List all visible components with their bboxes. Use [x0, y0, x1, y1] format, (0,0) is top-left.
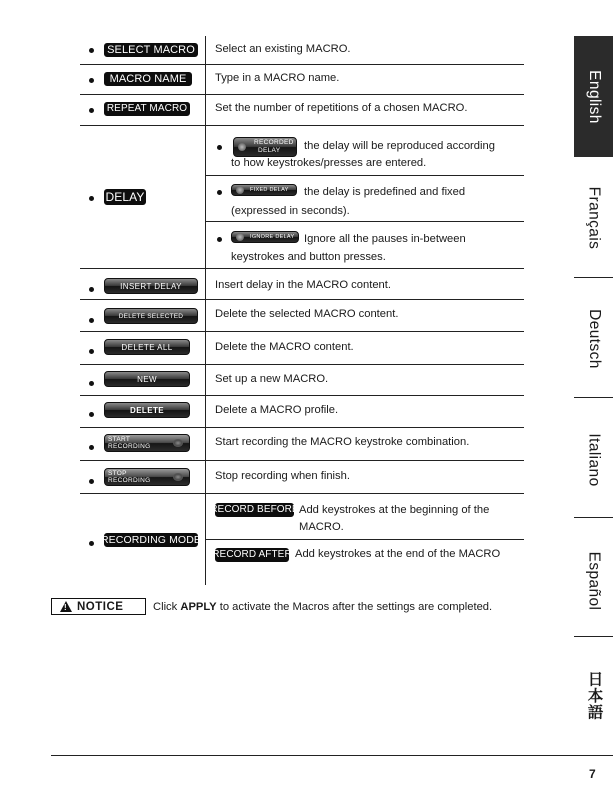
bullet — [89, 445, 94, 450]
ignore-delay-description-line1: Ignore all the pauses in-between — [304, 233, 466, 245]
bullet — [89, 479, 94, 484]
macro-name-description: Type in a MACRO name. — [215, 72, 340, 84]
macro-name-button[interactable]: MACRO NAME — [104, 72, 192, 86]
record-indicator-icon — [173, 473, 183, 481]
stop-recording-button[interactable] — [104, 468, 190, 486]
notice-text-after: to activate the Macros after the settings are completed. — [216, 601, 493, 613]
tab-francais[interactable] — [574, 157, 613, 278]
bullet — [89, 541, 94, 546]
fixed-delay-label: FIXED DELAY — [250, 187, 289, 193]
table-vertical-divider — [205, 36, 206, 585]
bullet — [89, 412, 94, 417]
bullet — [217, 237, 222, 242]
bullet — [89, 349, 94, 354]
recorded-delay-label-line1: RECORDED — [254, 139, 294, 146]
new-description: Set up a new MACRO. — [215, 373, 329, 385]
tab-italiano[interactable] — [574, 399, 613, 520]
delete-all-button[interactable]: DELETE ALL — [104, 339, 190, 355]
insert-delay-button[interactable]: INSERT DELAY — [104, 278, 198, 294]
tab-japanese-label: 日本語 — [585, 671, 603, 721]
tab-japanese[interactable] — [574, 636, 613, 756]
warning-icon — [60, 601, 72, 612]
record-after-description: Add keystrokes at the end of the MACRO — [295, 548, 501, 560]
fixed-delay-button[interactable] — [231, 184, 297, 196]
delete-button[interactable]: DELETE — [104, 402, 190, 418]
ignore-delay-label: IGNORE DELAY — [250, 234, 295, 240]
stop-recording-label — [108, 470, 150, 484]
page-number: 7 — [589, 767, 596, 781]
recorded-delay-description-line2: to how keystrokes/presses are entered. — [231, 157, 427, 169]
recorded-delay-button[interactable] — [233, 137, 297, 157]
bullet — [89, 318, 94, 323]
row-divider — [80, 460, 524, 461]
tab-deutsch-label: Deutsch — [585, 308, 603, 369]
stop-recording-label-line1: STOP — [108, 470, 127, 477]
new-button[interactable]: NEW — [104, 371, 190, 387]
footer-divider — [51, 755, 613, 756]
bullet — [89, 108, 94, 113]
tab-divider — [574, 517, 613, 518]
row-divider — [80, 427, 524, 428]
row-divider — [80, 331, 524, 332]
notice-label — [51, 598, 146, 615]
notice-text — [153, 600, 492, 615]
tab-italiano-label: Italiano — [585, 432, 603, 487]
stop-recording-label-line2: RECORDING — [108, 477, 151, 484]
tab-deutsch[interactable] — [574, 278, 613, 399]
start-recording-label-line1: START — [108, 436, 131, 443]
stop-recording-description: Stop recording when finish. — [215, 470, 350, 482]
record-after-button[interactable]: RECORD AFTER — [212, 549, 292, 560]
ignore-delay-button[interactable] — [231, 231, 299, 243]
repeat-macro-button[interactable]: REPEAT MACRO — [104, 102, 190, 116]
delete-selected-button[interactable]: DELETE SELECTED — [104, 308, 198, 324]
notice-label-text: NOTICE — [77, 600, 124, 613]
tab-divider — [574, 397, 613, 398]
row-divider — [80, 94, 524, 95]
row-divider — [80, 64, 524, 65]
delete-description: Delete a MACRO profile. — [215, 404, 339, 416]
bullet — [89, 381, 94, 386]
start-recording-button[interactable] — [104, 434, 190, 452]
warning-glyph: ! — [64, 603, 68, 612]
record-before-description-line1: Add keystrokes at the beginning of the — [299, 504, 490, 516]
start-recording-label — [108, 436, 150, 450]
row-divider — [205, 175, 524, 176]
tab-espanol-label: Español — [585, 551, 603, 610]
repeat-macro-description: Set the number of repetitions of a chosen MACRO. — [215, 102, 468, 114]
radio-dot-icon — [238, 143, 246, 151]
fixed-delay-description-line2: (expressed in seconds). — [231, 205, 350, 217]
start-recording-label-line2: RECORDING — [108, 443, 151, 450]
row-divider — [80, 364, 524, 365]
recording-mode-button[interactable]: RECORDING MODE — [101, 534, 201, 546]
tab-divider — [574, 636, 613, 637]
select-macro-description: Select an existing MACRO. — [215, 43, 351, 55]
row-divider — [205, 539, 524, 540]
ignore-delay-description-line2: keystrokes and button presses. — [231, 251, 386, 263]
row-divider — [80, 125, 524, 126]
insert-delay-description: Insert delay in the MACRO content. — [215, 279, 391, 291]
record-before-description-line2: MACRO. — [299, 521, 344, 533]
row-divider — [80, 493, 524, 494]
record-before-button[interactable]: RECORD BEFORE — [210, 504, 299, 515]
row-divider — [205, 221, 524, 222]
start-recording-description: Start recording the MACRO keystroke combination. — [215, 436, 470, 448]
bullet — [217, 190, 222, 195]
delay-button[interactable]: DELAY — [105, 190, 145, 204]
bullet — [89, 287, 94, 292]
notice-text-apply: APPLY — [180, 601, 217, 613]
bullet — [217, 145, 222, 150]
bullet — [89, 196, 94, 201]
radio-dot-icon — [236, 186, 244, 194]
tab-espanol[interactable] — [574, 520, 613, 641]
row-divider — [80, 395, 524, 396]
record-indicator-icon — [173, 439, 183, 447]
notice-text-before: Click — [153, 601, 181, 613]
row-divider — [80, 299, 524, 300]
tab-divider — [574, 277, 613, 278]
tab-english-label: English — [585, 69, 603, 124]
bullet — [89, 78, 94, 83]
recorded-delay-description-line1: the delay will be reproduced according — [304, 140, 495, 152]
row-divider — [80, 268, 524, 269]
radio-dot-icon — [236, 233, 244, 241]
fixed-delay-description-line1: the delay is predefined and fixed — [304, 186, 466, 198]
select-macro-button[interactable]: SELECT MACRO — [104, 43, 198, 57]
bullet — [89, 48, 94, 53]
delete-all-description: Delete the MACRO content. — [215, 341, 354, 353]
recorded-delay-label-line2: DELAY — [258, 147, 281, 154]
tab-francais-label: Français — [585, 186, 603, 249]
tab-english[interactable] — [574, 36, 613, 157]
delete-selected-description: Delete the selected MACRO content. — [215, 308, 399, 320]
